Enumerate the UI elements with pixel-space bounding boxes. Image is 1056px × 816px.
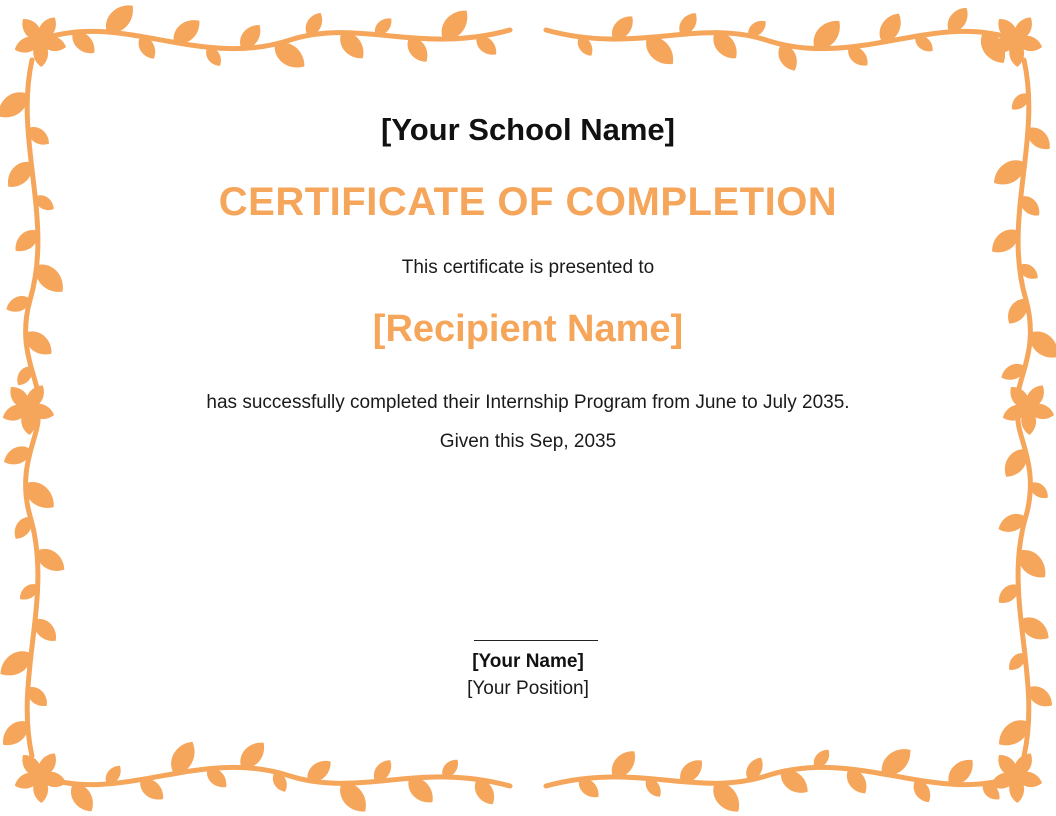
recipient-name: [Recipient Name] <box>372 308 684 350</box>
given-date-text: Given this Sep, 2035 <box>439 431 617 452</box>
certificate-title: CERTIFICATE OF COMPLETION <box>218 180 838 224</box>
school-name: [Your School Name] <box>381 112 675 147</box>
completion-statement: has successfully completed their Internship Program from June to July 2035. <box>206 392 850 413</box>
signer-name: [Your Name] <box>472 651 584 672</box>
presented-to-text: This certificate is presented to <box>401 257 655 278</box>
signer-position: [Your Position] <box>467 678 589 699</box>
signature-line <box>474 640 598 641</box>
